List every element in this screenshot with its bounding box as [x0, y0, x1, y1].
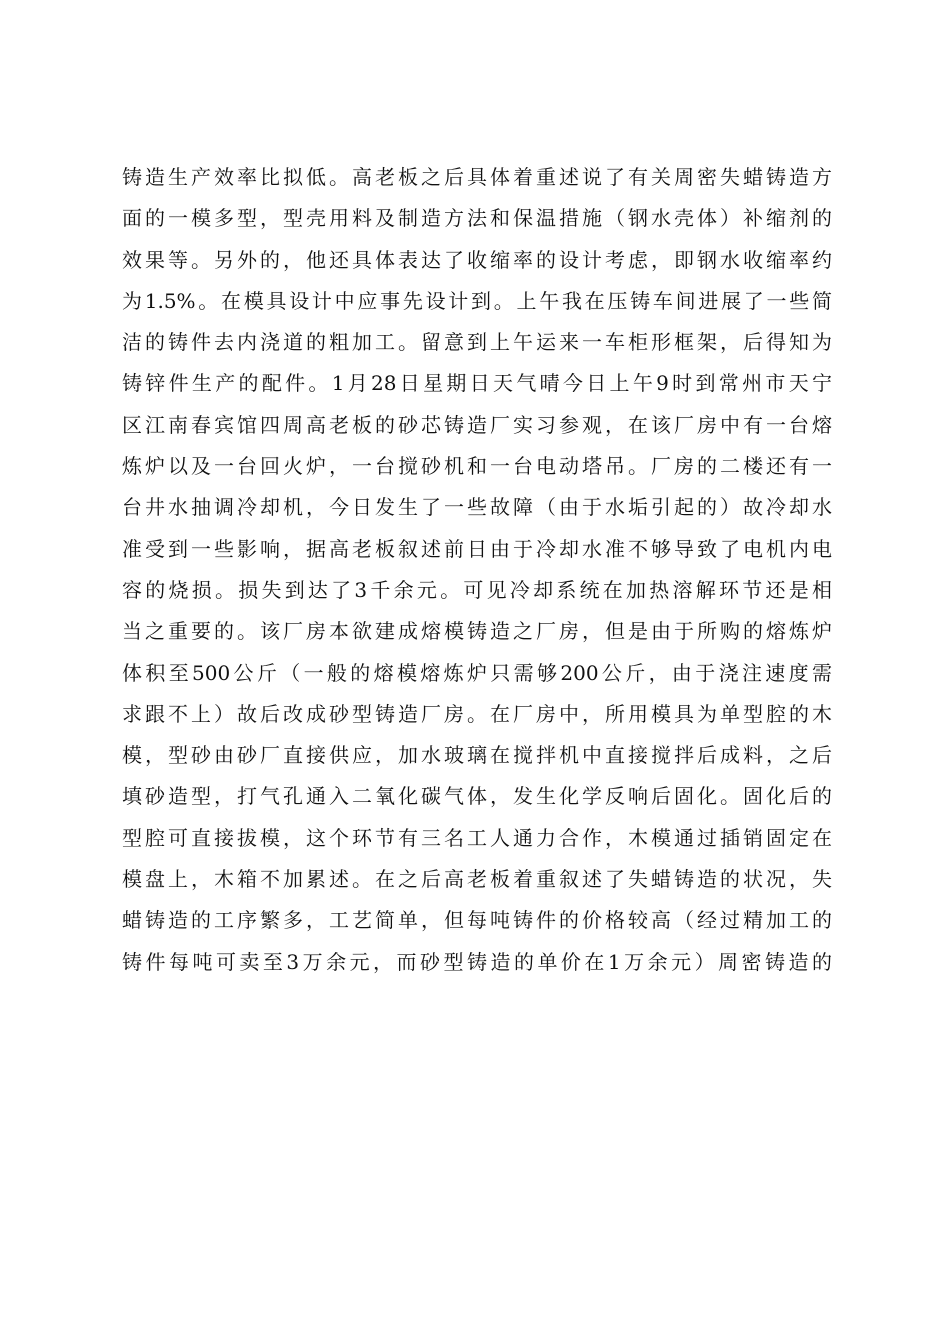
- text-line: 铸件每吨可卖至3万余元，而砂型铸造的单价在1万余元）周密铸造的: [122, 949, 832, 974]
- text-line: 求跟不上）故后改成砂型铸造厂房。在厂房中，所用模具为单型腔的木: [122, 701, 832, 726]
- text-line: 体积至500公斤（一般的熔模熔炼炉只需够200公斤，由于浇注速度需: [122, 660, 832, 685]
- text-line: 效果等。另外的，他还具体表达了收缩率的设计考虑，即钢水收缩率约: [122, 247, 832, 272]
- text-line: 面的一模多型，型壳用料及制造方法和保温措施（钢水壳体）补缩剂的: [122, 206, 832, 231]
- text-line: 区江南春宾馆四周高老板的砂芯铸造厂实习参观，在该厂房中有一台熔: [122, 412, 832, 437]
- text-line: 当之重要的。该厂房本欲建成熔模铸造之厂房，但是由于所购的熔炼炉: [122, 619, 832, 644]
- text-line: 铸锌件生产的配件。1月28日星期日天气晴今日上午9时到常州市天宁: [122, 371, 832, 396]
- text-line: 准受到一些影响，据高老板叙述前日由于冷却水准不够导致了电机内电: [122, 536, 832, 561]
- text-line: 填砂造型，打气孔通入二氧化碳气体，发生化学反响后固化。固化后的: [122, 784, 832, 809]
- text-line: 洁的铸件去内浇道的粗加工。留意到上午运来一车柜形框架，后得知为: [122, 330, 832, 355]
- text-line: 模，型砂由砂厂直接供应，加水玻璃在搅拌机中直接搅拌后成料，之后: [122, 743, 832, 768]
- text-line: 型腔可直接拔模，这个环节有三名工人通力合作，木模通过插销固定在: [122, 825, 832, 850]
- text-line: 铸造生产效率比拟低。高老板之后具体着重述说了有关周密失蜡铸造方: [122, 165, 832, 189]
- text-line: 台井水抽调冷却机，今日发生了一些故障（由于水垢引起的）故冷却水: [122, 495, 832, 520]
- text-line: 蜡铸造的工序繁多，工艺简单，但每吨铸件的价格较高（经过精加工的: [122, 908, 832, 933]
- text-line: 为1.5%。在模具设计中应事先设计到。上午我在压铸车间进展了一些简: [122, 288, 832, 313]
- text-line: 炼炉以及一台回火炉，一台搅砂机和一台电动塔吊。厂房的二楼还有一: [122, 454, 832, 479]
- text-line: 容的烧损。损失到达了3千余元。可见冷却系统在加热溶解环节还是相: [122, 577, 832, 602]
- body-text: [122, 157, 832, 983]
- text-line: 模盘上，木箱不加累述。在之后高老板着重叙述了失蜡铸造的状况，失: [122, 867, 832, 892]
